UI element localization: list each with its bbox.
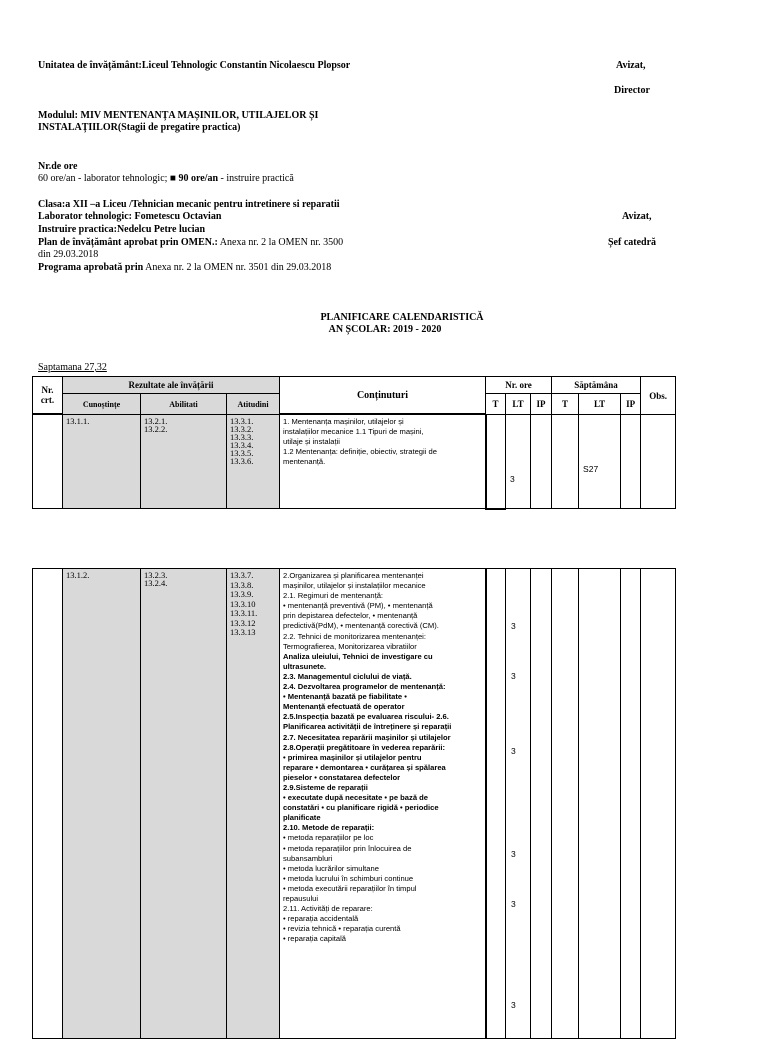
week-label: Saptamana 27,32 (38, 362, 107, 373)
header-continuturi: Conținuturi (280, 377, 486, 414)
row2-t (486, 569, 506, 1039)
row2-content: 2.Organizarea și planificarea mentenanței mașinilor, utilajelor și instalațiilor mecanice 2.1. Regimuri de mentenanță: • mentenanță preventivă (PM), • mentenanță prin depistarea defectelor, • mentenanță predictivă(PdM), • mentenanță corectivă (CM). 2.2. Tehnici de monitorizarea mentenanței: Termografierea, Monitorizarea vibratiilor Analiza uleiului, Tehnici de investigare cu ultrasunete. 2.3. Managementul ciclului de viață. 2.4. Dezvoltarea programelor de mentenanță: • Mentenanță bazată pe fiabilitate • Mentenanță efectuată de operator 2.5.Inspecția bazată pe evaluarea riscului- 2.6. Planificarea activității de întreținere și reparații 2.7. Necesitatea reparării mașinilor și utilajelor 2.8.Operații pregătitoare în vederea reparării: • primirea mașinilor și utilajelor pentru reparare • demontarea • curățarea și spălarea pieselor • constatarea defectelor 2.9.Sisteme de reparații • executate după necesitate • pe bază de constatări • cu planificare rigidă • periodice planificate 2.10. Metode de reparații: • metoda reparațiilor pe loc • metoda reparațiilor prin înlocuirea de subansambluri • metoda lucrărilor simultane • metoda lucrului în schimburi continue • metoda executării reparațiilor în timpul repausului 2.11. Activități de reparare: • reparația accidentală • revizia tehnică • reparația curentă • reparația capitală (280, 569, 486, 1039)
hours-lab-text: - laborator tehnologic; (75, 173, 170, 184)
avizat-director-label: Avizat, (616, 60, 646, 71)
row2-obs (641, 569, 676, 1039)
row2-t-week (552, 569, 579, 1039)
row2-atitudini: 13.3.7. 13.3.8. 13.3.9. 13.3.10 13.3.11. 13.3.12 13.3.13 (227, 569, 280, 1039)
row1-ip (531, 415, 552, 509)
header-atitudini: Atitudini (227, 394, 280, 415)
row1-lt-week: S27 (579, 415, 621, 509)
row2-lt-value: 3 (511, 621, 516, 631)
row2-cunostinte: 13.1.2. (63, 569, 141, 1039)
header-lt-week: LT (579, 394, 621, 415)
row2-abilitati: 13.2.3. 13.2.4. (141, 569, 227, 1039)
module-title-line1: Modulul: MIV MENTENANȚA MAȘINILOR, UTILAJELOR ȘI (38, 110, 319, 121)
row1-content: 1. Mentenanța mașinilor, utilajelor și instalațiilor mecanice 1.1 Tipuri de mașini, utilaje și instalații 1.2 Mentenanța: definiție, obiectiv, strategii de mentenanță. (280, 415, 486, 509)
row2-ip-week (621, 569, 641, 1039)
practice-teacher: Instruire practica:Nedelcu Petre lucian (38, 224, 206, 235)
row1-cunostinte: 13.1.1. (63, 415, 141, 509)
row1-abilitati: 13.2.1. 13.2.2. (141, 415, 227, 509)
header-ip-week: IP (621, 394, 641, 415)
director-label: Director (614, 85, 650, 96)
header-t-week: T (552, 394, 579, 415)
plan-text: Anexa nr. 2 la OMEN nr. 3500 (217, 237, 344, 248)
header-nr-ore: Nr. ore (486, 377, 552, 394)
row2-nr (33, 569, 63, 1039)
row1-lt: 3 (506, 415, 531, 509)
plan-table (32, 376, 676, 510)
header-nr-crt: Nr. crt. (33, 377, 63, 414)
row2-lt-value: 3 (511, 746, 516, 756)
hours-ip-text: - instruire practică (218, 173, 294, 184)
school-name: Unitatea de învățământ:Liceul Tehnologic Constantin Nicolaescu Plopsor (38, 60, 351, 71)
row1-nr (33, 415, 63, 509)
row2-lt-value: 3 (511, 1000, 516, 1010)
hours-label: Nr.de ore (38, 161, 78, 172)
row1-ip-week (621, 415, 641, 509)
header-saptamana: Săptămâna (552, 377, 641, 394)
row1-obs (641, 415, 676, 509)
lab-teacher: Laborator tehnologic: Fometescu Octavian (38, 211, 222, 222)
row2-ip (531, 569, 552, 1039)
row2-lt-week (579, 569, 621, 1039)
plan-date: din 29.03.2018 (38, 249, 99, 260)
header-lt: LT (506, 394, 531, 415)
class-label: Clasa:a XII –a Liceu /Tehnician mecanic pentru intretinere si reparatii (38, 199, 340, 210)
plan-table-continued (32, 568, 676, 1039)
header-rezultate: Rezultate ale învățării (63, 377, 280, 394)
programa-text: Anexa nr. 2 la OMEN nr. 3501 din 29.03.2018 (143, 262, 332, 273)
header-ip: IP (531, 394, 552, 415)
hours-line (38, 173, 294, 185)
row2-lt-value: 3 (511, 899, 516, 909)
module-title-line2: INSTALAȚIILOR(Stagii de pregatire practica) (38, 122, 241, 133)
header-abilitati: Abilitati (141, 394, 227, 415)
header-obs: Obs. (641, 377, 676, 415)
square-bullet-icon: ■ (169, 173, 179, 184)
header-cunostinte: Cunoștințe (63, 394, 141, 415)
programa-line (38, 262, 331, 274)
row1-t-week (552, 415, 579, 509)
avizat-sef-label: Avizat, (622, 211, 652, 222)
hours-lab-value: 60 ore/an (38, 173, 76, 184)
header-t: T (486, 394, 506, 415)
school-year: AN ȘCOLAR: 2019 - 2020 (328, 324, 442, 335)
row2-lt-value: 3 (511, 671, 516, 681)
row1-atitudini: 13.3.1. 13.3.2. 13.3.3. 13.3.4. 13.3.5. 13.3.6. (227, 415, 280, 509)
document-title: PLANIFICARE CALENDARISTICĂ (320, 312, 484, 323)
programa-label: Programa aprobată prin (38, 262, 144, 273)
sef-catedra-label: Șef catedră (608, 237, 657, 248)
row2-lt-value: 3 (511, 849, 516, 859)
plan-line (38, 237, 343, 249)
hours-ip-value: 90 ore/an (178, 173, 219, 184)
row2-lt (506, 569, 531, 1039)
plan-label: Plan de învățământ aprobat prin OMEN.: (38, 237, 218, 248)
row1-t (486, 415, 506, 509)
